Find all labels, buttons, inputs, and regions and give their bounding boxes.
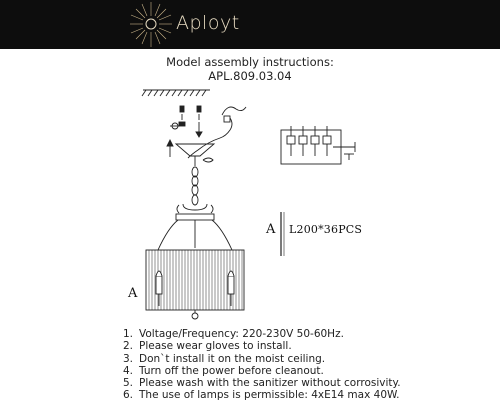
candle-bulbs bbox=[156, 271, 234, 306]
crystal-spec: L200*36PCS bbox=[289, 223, 363, 236]
model-number: APL.809.03.04 bbox=[208, 69, 292, 83]
list-item: 5. Please wash with the sanitizer without corrosivity. bbox=[123, 377, 401, 390]
list-item: 4. Turn off the power before cleanout. bbox=[123, 364, 324, 377]
label-a-main: A bbox=[128, 286, 138, 301]
title-line: Model assembly instructions: bbox=[166, 55, 334, 69]
screw-parts bbox=[170, 106, 202, 137]
instructions-list bbox=[123, 328, 493, 402]
assembly-drawing bbox=[0, 80, 500, 320]
list-item: 1. Voltage/Frequency: 220-230V 50-60Hz. bbox=[123, 328, 344, 340]
brand-logo-text: Aployt bbox=[176, 12, 240, 34]
list-item: 6. The use of lamps is permissible: 4xE14 max 40W. bbox=[123, 389, 400, 402]
ceiling-hatch bbox=[142, 90, 210, 96]
terminal-block bbox=[281, 126, 355, 164]
label-a-detail: A bbox=[266, 222, 276, 237]
document-title bbox=[0, 55, 500, 83]
sun-burst-icon bbox=[128, 0, 174, 49]
list-item: 3. Don`t install it on the moist ceiling. bbox=[123, 352, 326, 365]
header-banner bbox=[0, 0, 500, 49]
list-item: 2. Please wear gloves to install. bbox=[123, 340, 292, 353]
